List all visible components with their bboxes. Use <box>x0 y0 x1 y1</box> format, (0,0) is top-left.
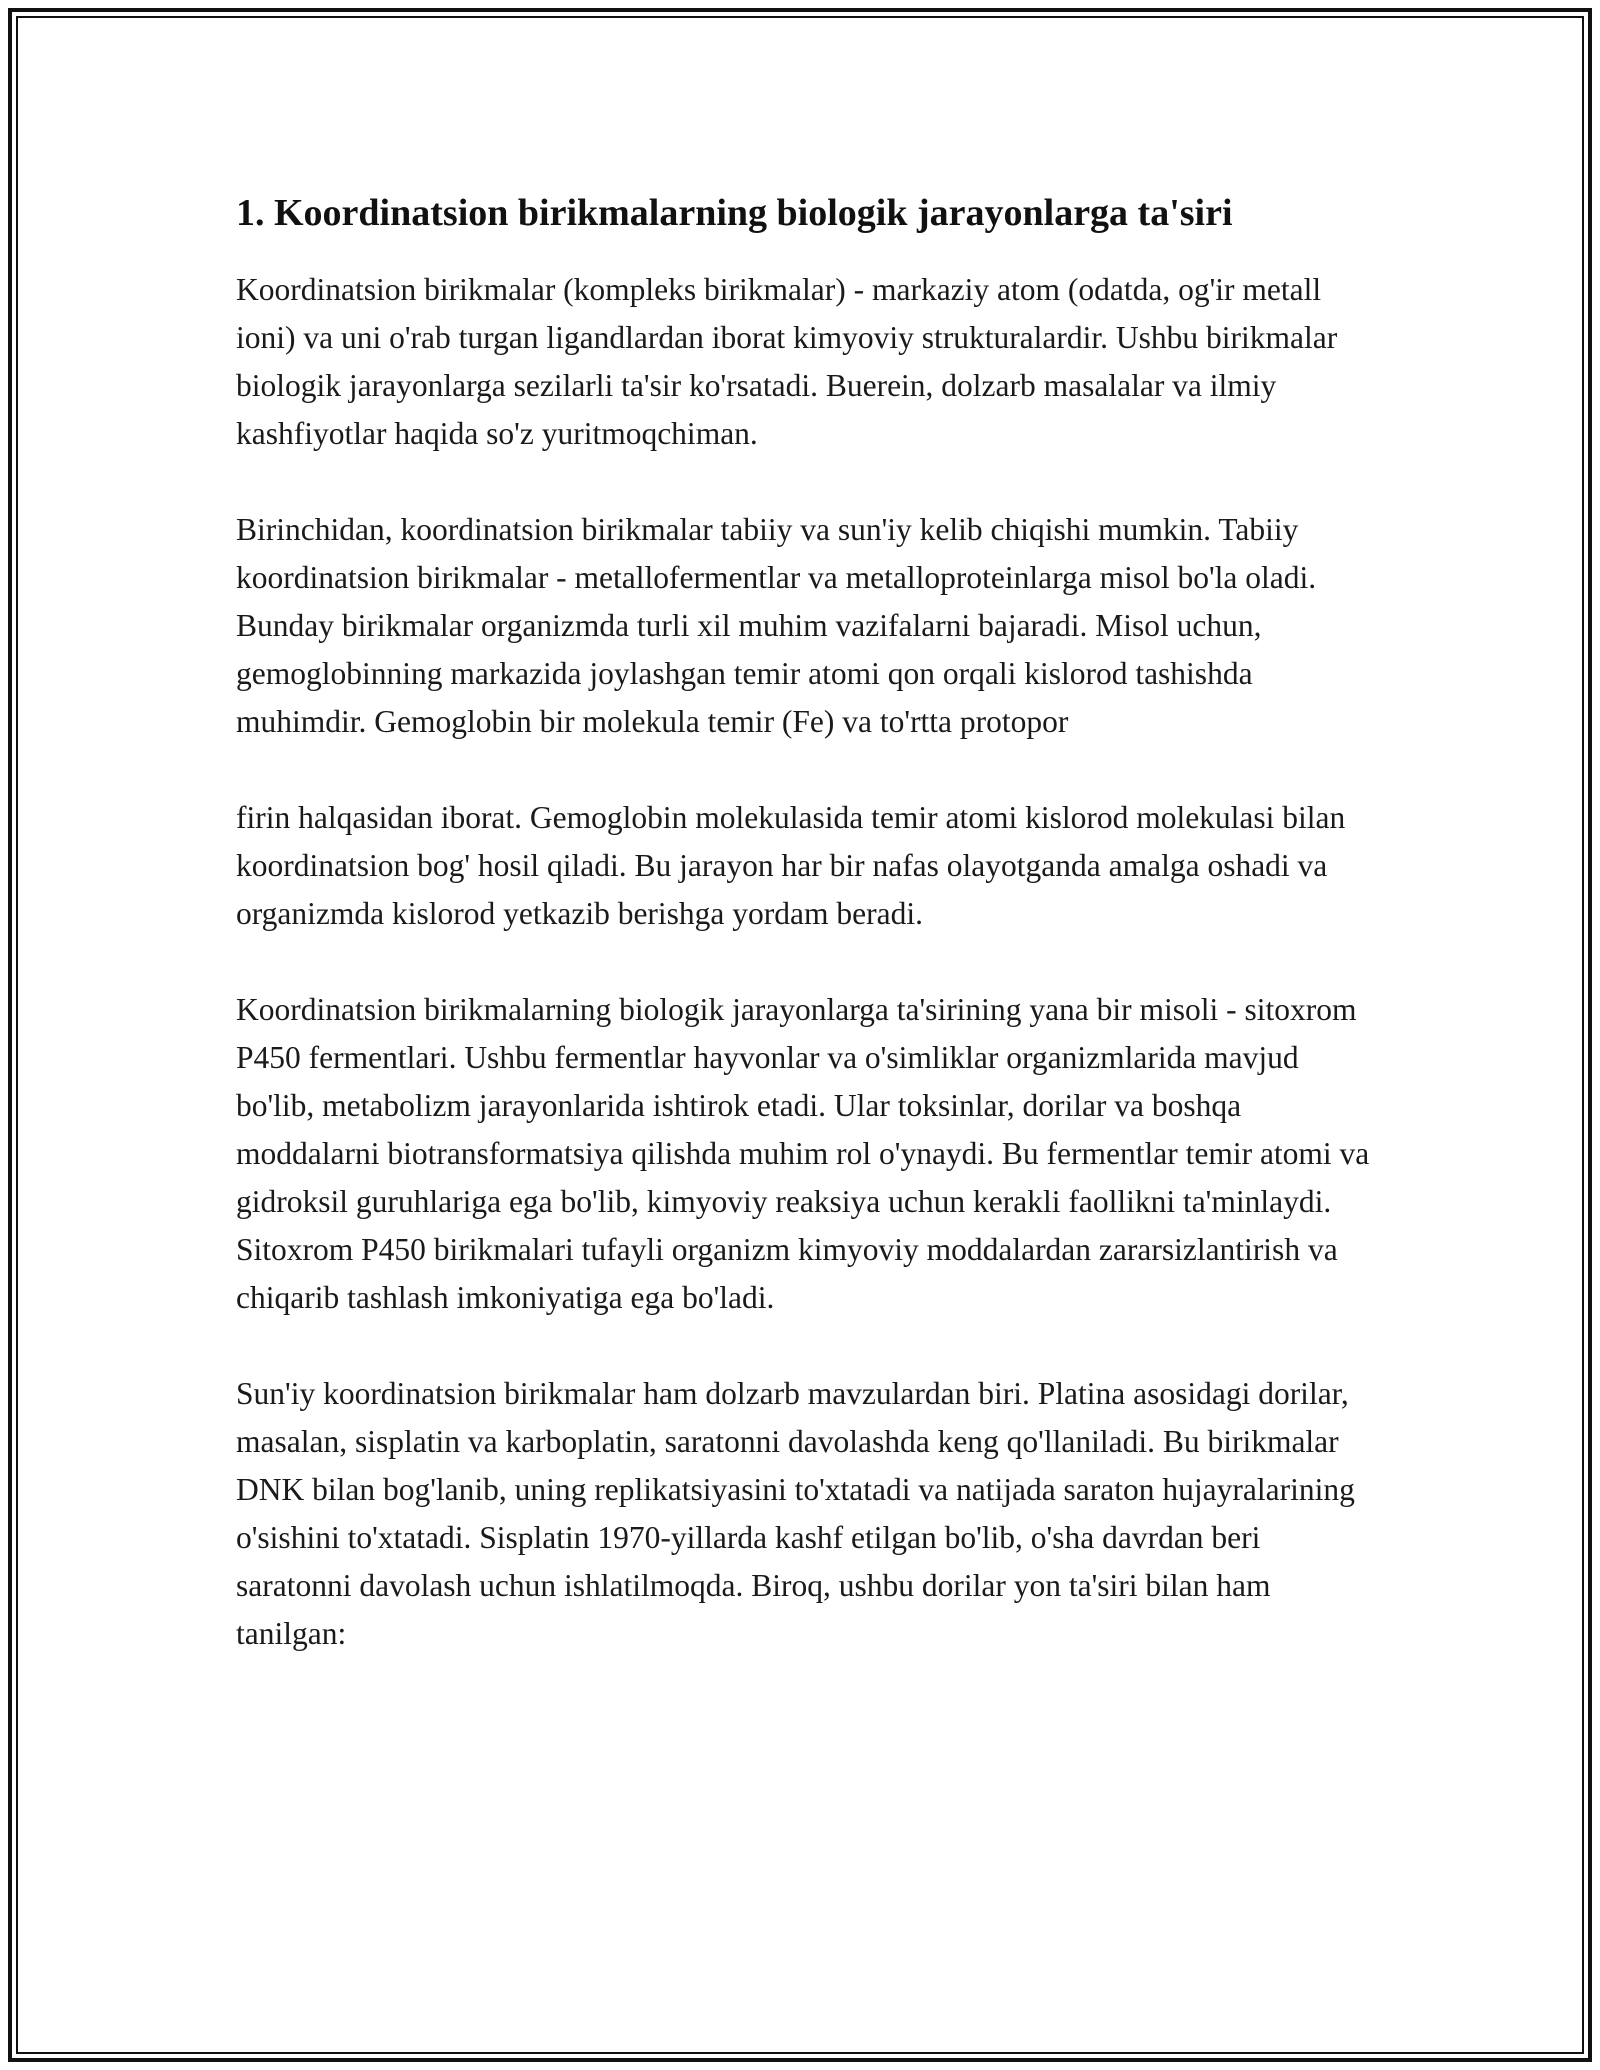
section-heading: 1. Koordinatsion birikmalarning biologik jarayonlarga ta'siri <box>236 192 1233 234</box>
paragraph-hemoglobin: firin halqasidan iborat. Gemoglobin molekulasida temir atomi kislorod molekulasi bilan koordinatsion bog' hosil qiladi. Bu jarayon har bir nafas olayotganda amalga oshadi va organizmda kislorod yetkazib berishga yordam beradi. <box>236 800 1346 931</box>
paragraph-intro: Koordinatsion birikmalar (kompleks birikmalar) - markaziy atom (odatda, og'ir metall ioni) va uni o'rab turgan ligandlardan iborat kimyoviy strukturalardir. Ushbu birikmalar biologik jarayonlarga sezilarli ta'sir ko'rsatadi. Buerein, dolzarb masalalar va ilmiy kashfiyotlar haqida so'z yuritmoqchiman. <box>236 272 1338 451</box>
paragraph-cytochrome: Koordinatsion birikmalarning biologik jarayonlarga ta'sirining yana bir misoli - sitoxrom P450 fermentlari. Ushbu fermentlar hayvonlar va o'simliklar organizmlarida mavjud bo'lib, metabolizm jarayonlarida ishtirok etadi. Ular toksinlar, dorilar va boshqa moddalarni biotransformatsiya qilishda muhim rol o'ynaydi. Bu fermentlar temir atomi va gidroksil guruhlariga ega bo'lib, kimyoviy reaksiya uchun kerakli faollikni ta'minlaydi. Sitoxrom P450 birikmalari tufayli organizm kimyoviy moddalardan zararsizlantirish va chiqarib tashlash imkoniyatiga ega bo'ladi. <box>236 992 1370 1315</box>
paragraph-natural-compounds: Birinchidan, koordinatsion birikmalar tabiiy va sun'iy kelib chiqishi mumkin. Tabiiy koordinatsion birikmalar - metallofermentlar va metalloproteinlarga misol bo'la oladi. Bunday birikmalar organizmda turli xil muhim vazifalarni bajaradi. Misol uchun, gemoglobinning markazida joylashgan temir atomi qon orqali kislorod tashishda muhimdir. Gemoglobin bir molekula temir (Fe) va to'rtta protopor <box>236 512 1317 739</box>
paragraph-synthetic-compounds: Sun'iy koordinatsion birikmalar ham dolzarb mavzulardan biri. Platina asosidagi dorilar, masalan, sisplatin va karboplatin, saratonni davolashda keng qo'llaniladi. Bu birikmalar DNK bilan bog'lanib, uning replikatsiyasini to'xtatadi va natijada saraton hujayralarining o'sishini to'xtatadi. Sisplatin 1970-yillarda kashf etilgan bo'lib, o'sha davrdan beri saratonni davolash uchun ishlatilmoqda. Biroq, ushbu dorilar yon ta'siri bilan ham tanilgan: <box>236 1376 1355 1651</box>
document-body <box>236 186 1376 1706</box>
